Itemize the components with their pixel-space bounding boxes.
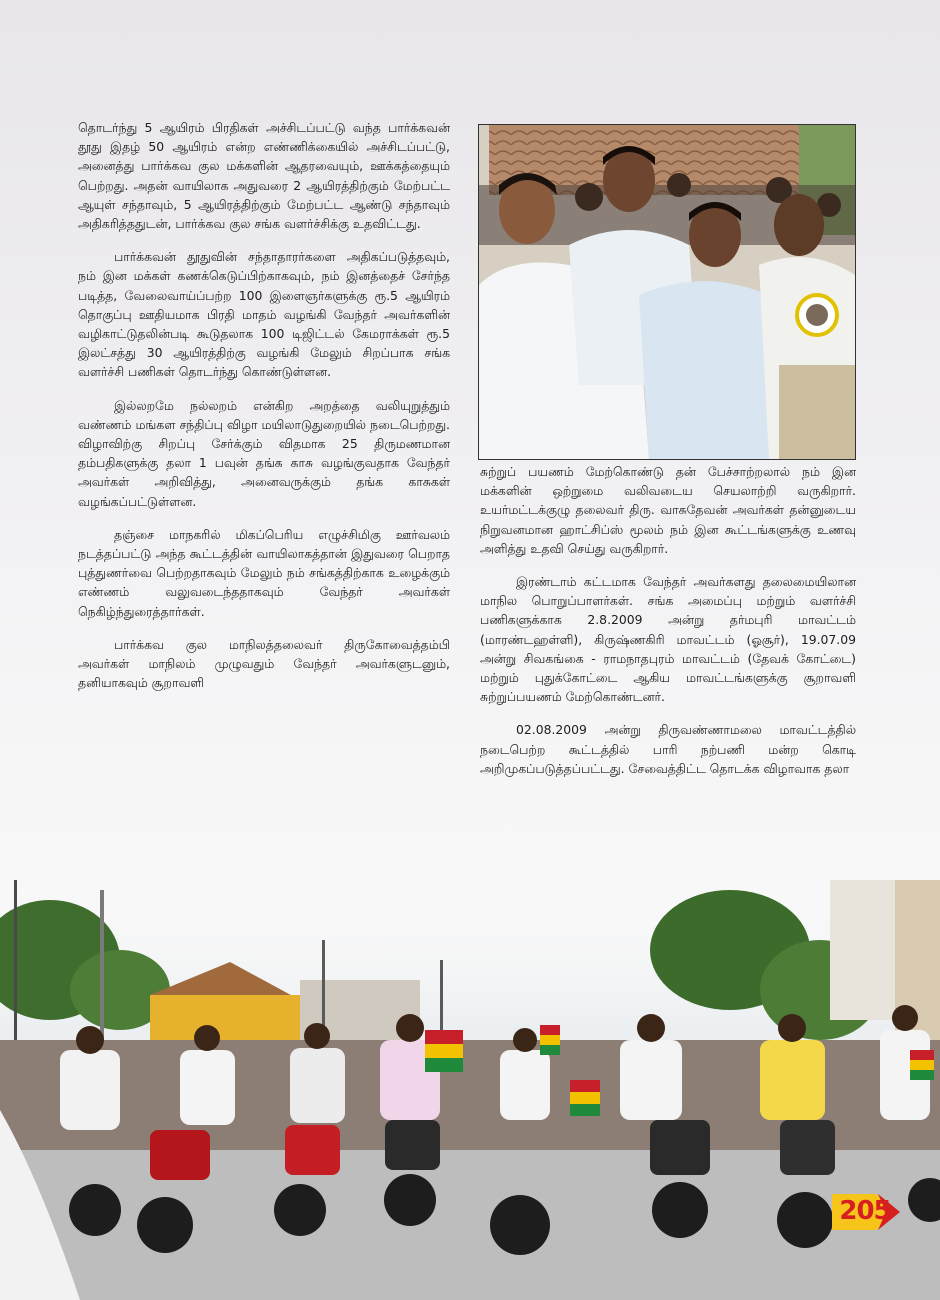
- paragraph-state-president: பார்க்கவ குல மாநிலத்தலைவர் திருகோவைத்தம்பி அவர்கள் மாநிலம் முழுவதும் வேந்தர் அவர்களுடனும், தனியாகவும் சூறாவளி: [78, 636, 450, 691]
- paragraph-thanjavur-rally: தஞ்சை மாநகரில் மிகப்பெரிய எழுச்சிமிகு ஊர்வலம் நடத்தப்பட்டு அந்த கூட்டத்தின் வாயிலாகத்தான் இதுவரை பெறாத புத்துணர்வை பெற்றதாகவும் மேலும் நம் சங்கத்திற்காக உழைக்கும் எண்ணம் வலுவடைந்ததாகவும் வேந்தர் அவர்கள் நெகிழ்ந்துரைத்தார்கள்.: [78, 526, 450, 619]
- leaders-group-illustration: [479, 125, 855, 459]
- article-left-column: [78, 118, 450, 706]
- motorbike-rally-illustration: [0, 880, 940, 1300]
- paragraph-magazine-circulation: தொடர்ந்து 5 ஆயிரம் பிரதிகள் அச்சிடப்பட்டு வந்த பார்க்கவன் தூது இதழ் 50 ஆயிரம் என்ற எண்ணிக்கையில் அச்சிடப்பட்டு, அனைத்து பார்க்கவ குல மக்களின் ஆதரவையும், ஊக்கத்தையும் பெற்றது. அதன் வாயிலாக அதுவரை 2 ஆயிரத்திற்கும் மேற்பட்ட ஆயுள் சந்தாவும், 5 ஆயிரத்திற்கும் மேற்பட்ட ஆண்டு சந்தாவும் அதிகரித்ததுடன், பார்க்கவ குல சங்க வளர்ச்சிக்கு உதவிட்டது.: [78, 120, 450, 232]
- page-number: 205: [839, 1196, 891, 1226]
- leaders-group-photo: [478, 124, 856, 460]
- paragraph-state-tour: சுற்றுப் பயணம் மேற்கொண்டு தன் பேச்சாற்றலால் நம் இன மக்களின் ஒற்றுமை வலிவடைய செயலாற்றி வருகிறார். உயர்மட்டக்குழு தலைவர் திரு. வாசுதேவன் அவர்கள் தன்னுடைய நிறுவனமான ஹாட்சிப்ஸ் மூலம் நம் இன கூட்டங்களுக்கு உணவு அளித்து உதவி செய்து வருகிறார்.: [480, 464, 856, 556]
- article-right-column: [480, 462, 856, 792]
- paragraph-thiruvannamalai: 02.08.2009 அன்று திருவண்ணாமலை மாவட்டத்தில் நடைபெற்ற கூட்டத்தில் பாரி நற்பணி மன்ற கொடி அறிமுகப்படுத்தப்பட்டது. சேவைத்திட்ட தொடக்க விழாவாக தலா: [480, 722, 856, 776]
- paragraph-second-phase-tour: இரண்டாம் கட்டமாக வேந்தர் அவர்களது தலைமையிலான மாநில பொறுப்பாளர்கள். சங்க அமைப்பு மற்றும் வளர்ச்சி பணிகளுக்காக 2.8.2009 அன்று தர்மபுரி மாவட்டம் (மாரண்டஹள்ளி), கிருஷ்ணகிரி மாவட்டம் (ஓசூர்), 19.07.09 அன்று சிவகங்கை - ராமநாதபுரம் மாவட்டம் (தேவக் கோட்டை) மற்றும் புதுக்கோட்டை ஆகிய மாவட்டங்களுக்கு சூறாவளி சுற்றுப்பயணம் மேற்கொண்டனர்.: [480, 574, 856, 705]
- paragraph-wedding-event: இல்லறமே நல்லறம் என்கிற அறத்தை வலியுறுத்தும் வண்ணம் மங்கள சந்திப்பு விழா மயிலாடுதுறையில் நடைபெற்றது. விழாவிற்கு சிறப்பு சேர்க்கும் விதமாக 25 திருமணமான தம்பதிகளுக்கு தலா 1 பவுன் தங்க காசு வழங்குவதாக வேந்தர் அவர்கள் அறிவித்து, அனைவருக்கும் தங்க காசுகள் வழங்கப்பட்டுள்ளன.: [78, 397, 450, 509]
- motorbike-rally-photo: [0, 880, 940, 1300]
- paragraph-subscribers-camera: பார்க்கவன் தூதுவின் சந்தாதாரர்களை அதிகப்படுத்தவும், நம் இன மக்கள் கணக்கெடுப்பிற்காகவும், நம் இனத்தைச் சேர்ந்த படித்த, வேலைவாய்ப்பற்ற 100 இளைஞர்களுக்கு ரூ.5 ஆயிரம் தொகுப்பு ஊதியமாக பிரதி மாதம் வழங்கி வேந்தர் அவர்களின் வழிகாட்டுதலின்படி கூடுதலாக 100 டிஜிட்டல் கேமராக்கள் ரூ.5 இலட்சத்து 30 ஆயிரத்திற்கு வழங்கி மேலும் சிறப்பாக சங்க வளர்ச்சி பணிகள் தொடர்ந்து கொண்டுள்ளன.: [78, 249, 450, 380]
